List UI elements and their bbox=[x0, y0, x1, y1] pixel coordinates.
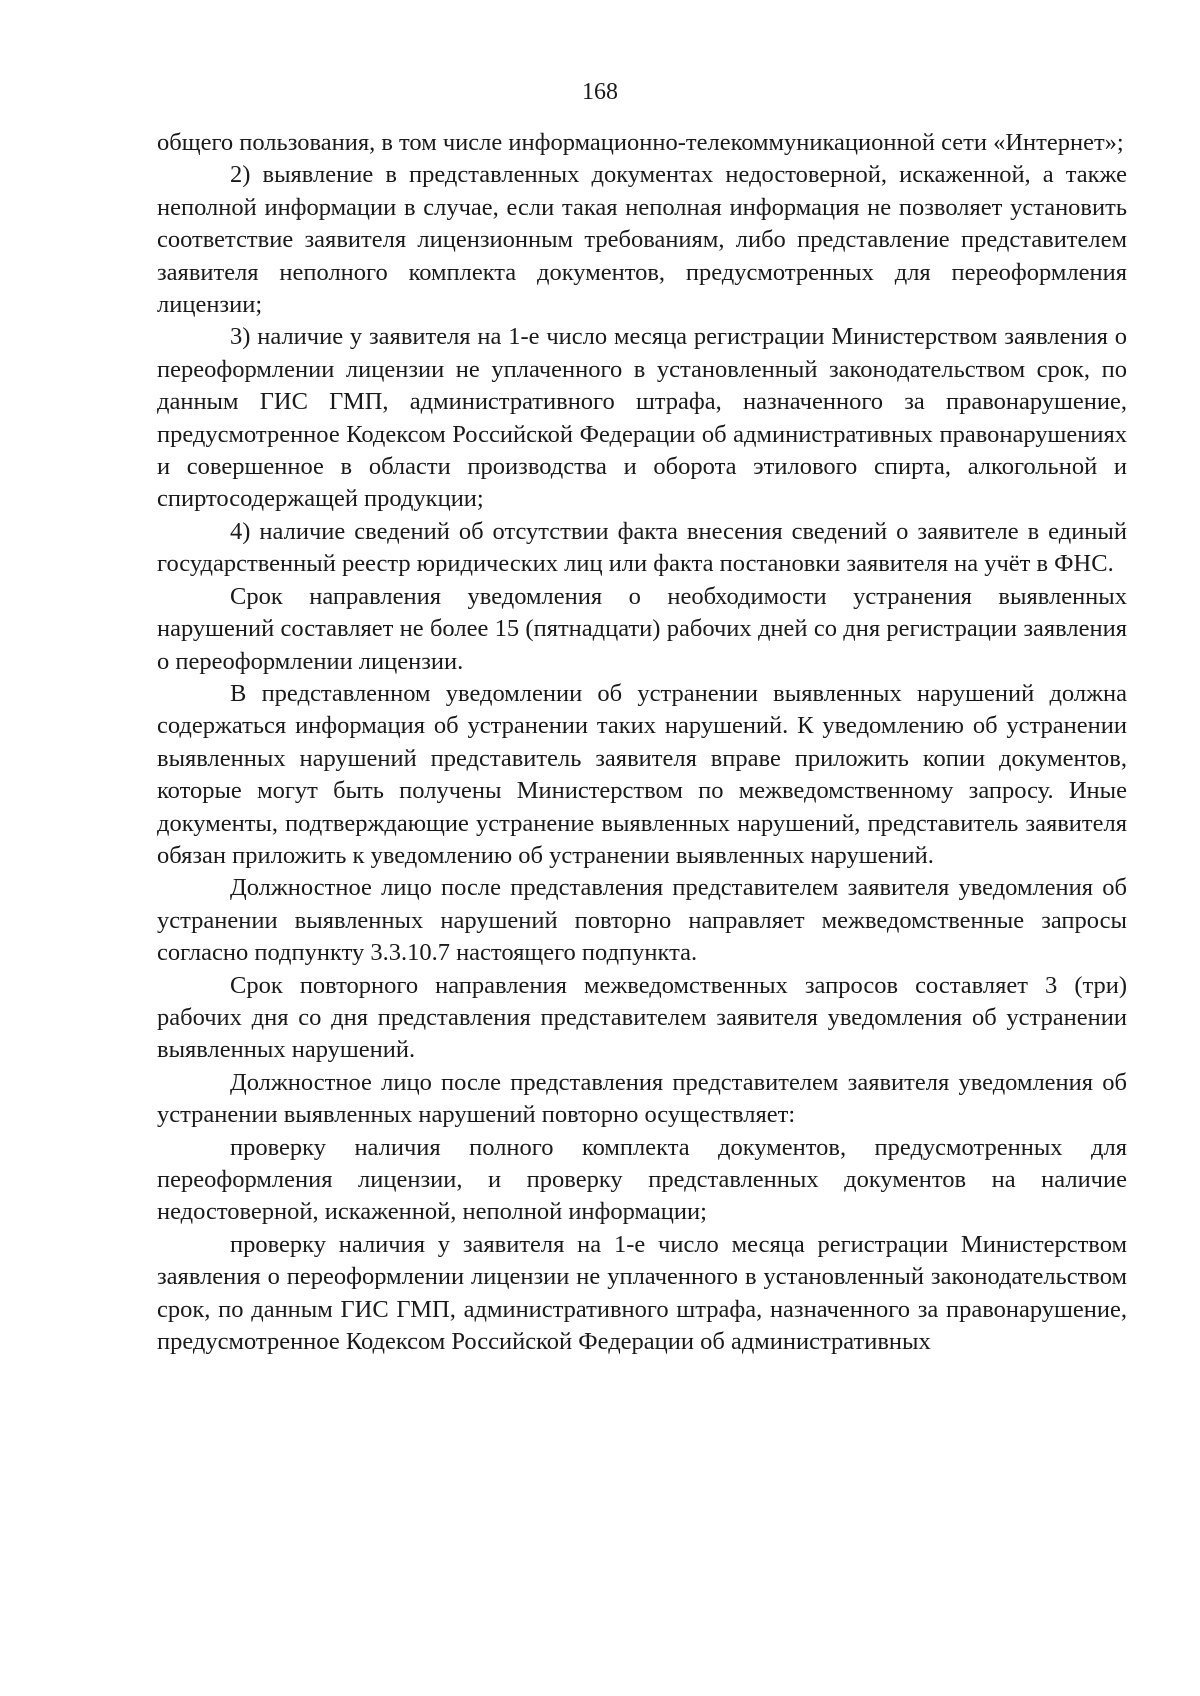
paragraph-11: проверку наличия у заявителя на 1-е число месяца регистрации Министерством заявления о переоформлении лицензии не уплаченного в установленный законодательством срок, по данным ГИС ГМП, административного штрафа, назначенного за правонарушение, предусмотренное Кодексом Российской Федерации об административных bbox=[157, 1230, 1127, 1356]
paragraph-7: Должностное лицо после представления представителем заявителя уведомления об устранении выявленных нарушений повторно направляет межведомственные запросы согласно подпункту 3.3.10.7 настоящего подпункта. bbox=[157, 874, 1127, 967]
paragraph-6: В представленном уведомлении об устранении выявленных нарушений должна содержаться информация об устранении таких нарушений. К уведомлению об устранении выявленных нарушений представитель заявителя вправе приложить копии документов, которые могут быть получены Министерством по межведомственному запросу. Иные документы, подтверждающие устранение выявленных нарушений, представитель заявителя обязан приложить к уведомлению об устранении выявленных нарушений. bbox=[157, 679, 1127, 869]
paragraph-5: Срок направления уведомления о необходимости устранения выявленных нарушений составляет не более 15 (пятнадцати) рабочих дней со дня регистрации заявления о переоформлении лицензии. bbox=[157, 582, 1127, 675]
page-number: 168 bbox=[582, 79, 618, 105]
paragraph-10: проверку наличия полного комплекта документов, предусмотренных для переоформления лицензии, и проверку представленных документов на наличие недостоверной, искаженной, неполной информации; bbox=[157, 1133, 1127, 1226]
paragraph-3: 3) наличие у заявителя на 1-е число месяца регистрации Министерством заявления о переоформлении лицензии не уплаченного в установленный законодательством срок, по данным ГИС ГМП, административного штрафа, назначенного за правонарушение, предусмотренное Кодексом Российской Федерации об административных правонарушениях и совершенное в области производства и оборота этилового спирта, алкогольной и спиртосодержащей продукции; bbox=[157, 323, 1127, 513]
paragraph-8: Срок повторного направления межведомственных запросов составляет 3 (три) рабочих дня со дня представления представителем заявителя уведомления об устранении выявленных нарушений. bbox=[157, 971, 1127, 1064]
paragraph-4: 4) наличие сведений об отсутствии факта внесения сведений о заявителе в единый государственный реестр юридических лиц или факта постановки заявителя на учёт в ФНС. bbox=[157, 517, 1127, 578]
paragraph-9: Должностное лицо после представления представителем заявителя уведомления об устранении выявленных нарушений повторно осуществляет: bbox=[157, 1068, 1127, 1129]
paragraph-1: общего пользования, в том числе информационно-телекоммуникационной сети «Интернет»; bbox=[157, 129, 1124, 156]
paragraph-2: 2) выявление в представленных документах недостоверной, искаженной, а также неполной информации в случае, если такая неполная информация не позволяет установить соответствие заявителя лицензионным требованиям, либо представление представителем заявителя неполного комплекта документов, предусмотренных для переоформления лицензии; bbox=[157, 161, 1127, 319]
document-body bbox=[157, 127, 1127, 1358]
